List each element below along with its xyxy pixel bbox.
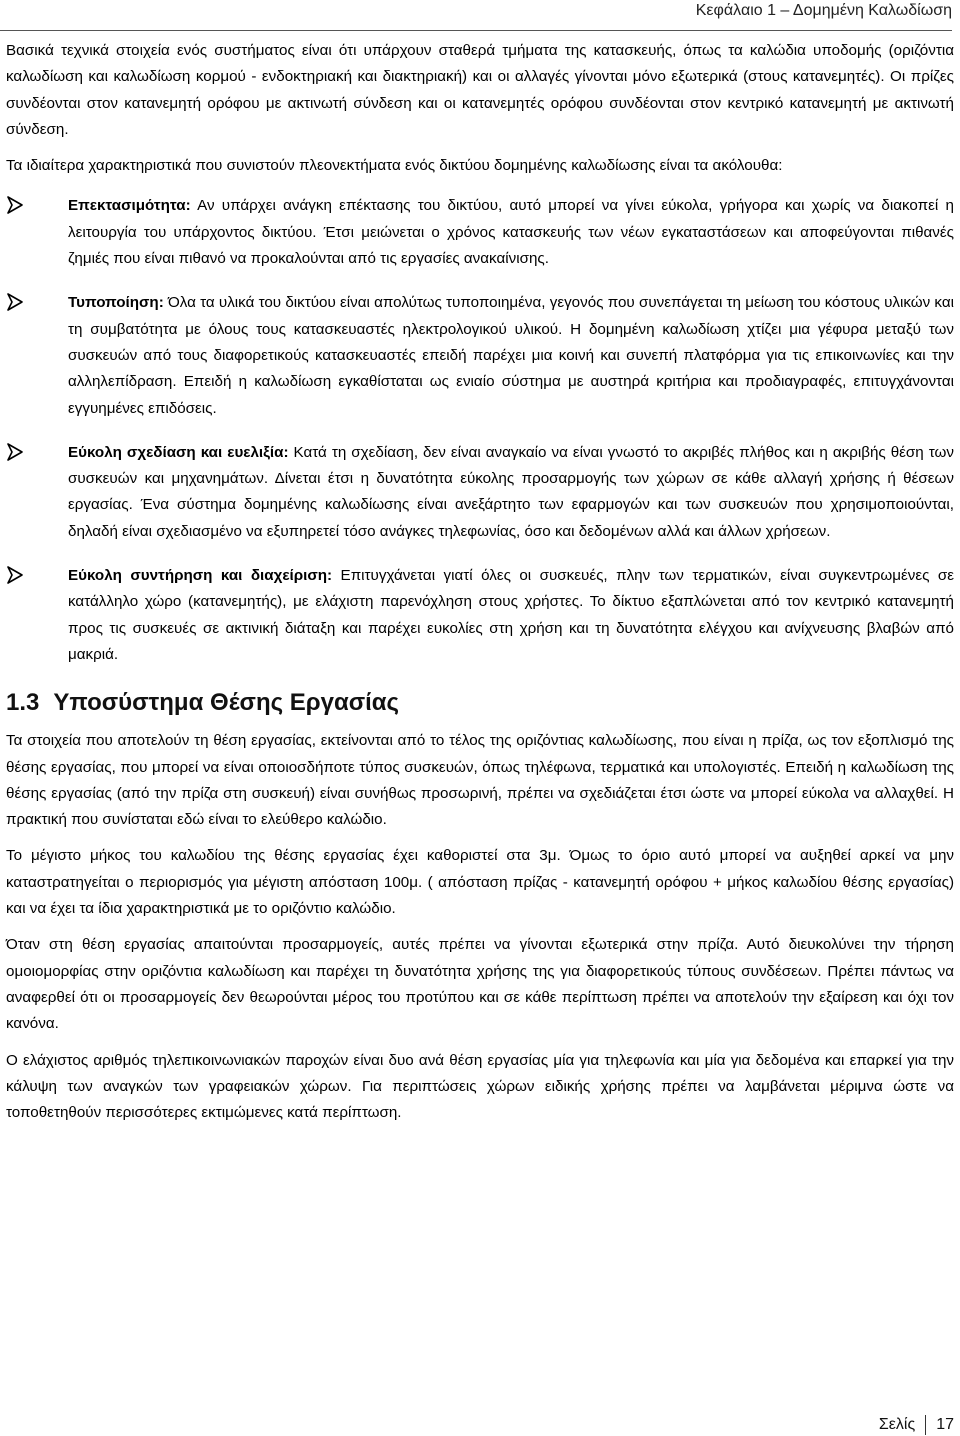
bullet-term: Εύκολη σχεδίαση και ευελιξία: xyxy=(68,443,289,461)
page-number: 17 xyxy=(936,1416,954,1433)
bullet-term: Τυποποίηση: xyxy=(68,294,164,312)
intro-paragraph-2: Τα ιδιαίτερα χαρακτηριστικά που συνιστούν πλεονεκτήματα ενός δικτύου δομημένης καλωδίωσης είναι τα ακόλουθα: xyxy=(6,157,783,175)
section-paragraph: Τα στοιχεία που αποτελούν τη θέση εργασίας, εκτείνονται από το τέλος της οριζόντιας καλωδίωσης, που είναι η πρίζα, ως τον εξοπλισμό της θέσης εργασίας, που μπορεί να είναι οποιοσδήποτε τύπος συσκευών, όπως τηλέφωνα, τερματικά και υπολογιστές. Επειδή η καλωδίωση της θέσης εργασίας (από την πρίζα στη συσκευή) είναι συνήθως προσωρινή, πρέπει να σχεδιάζεται έτσι ώστε να μπορεί εύκολα να αλλαχθεί. Η πρακτική που συνίσταται εδώ είναι το ελεύθερο καλώδιο. xyxy=(6,732,954,829)
intro-paragraph-1: Βασικά τεχνικά στοιχεία ενός συστήματος είναι ότι υπάρχουν σταθερά τμήματα της κατασκευής, όπως τα καλώδια υποδομής (οριζόντια καλωδίωση και καλωδίωση κορμού - ενδοκτηριακή και διακτηριακή) και οι αλλαγές γίνονται μόνο εξωτερικά (στους κατανεμητές). Οι πρίζες συνδέονται στον κατανεμητή ορόφου με ακτινωτή σύνδεση και οι κατανεμητές ορόφου συνδέονται στον κεντρικό κατανεμητή με ακτινωτή σύνδεση. xyxy=(6,42,954,138)
bullet-text: Αν υπάρχει ανάγκη επέκτασης του δικτύου, αυτό μπορεί να γίνει εύκολα, γρήγορα και χωρίς να διακοπεί η λειτουργία του υπάρχοντος δικτύου. Έτσι μειώνεται ο χρόνος κατασκευής των νέων εγκαταστάσεων και αποφεύγονται πιθανές ζημιές που είναι πιθανό να προκαλούνται από τις εργασίες ανακαίνισης. xyxy=(68,197,954,268)
page-label: Σελίς xyxy=(878,1416,916,1433)
footer-divider xyxy=(925,1415,926,1435)
arrow-bullet-icon xyxy=(6,566,24,584)
section-heading xyxy=(6,686,954,720)
chapter-title: Κεφάλαιο 1 – Δομημένη Καλωδίωση xyxy=(695,2,952,19)
page-header xyxy=(0,0,952,31)
bullet-text: Κατά τη σχεδίαση, δεν είναι αναγκαίο να είναι γνωστό το ακριβές πλήθος και η ακριβής θέση των συσκευών και μηχανημάτων. Δίνεται έτσι η δυνατότητα εύκολης προσαρμογής των χώρων σε κάθε αλλαγή χρήσης ή θέσεων εργασίας. Ένα σύστημα δομημένης καλωδίωσης είναι ανεξάρτητο των εφαρμογών και των συσκευών που χρησιμοποιούνται, δηλαδή είναι σχεδιασμένο να εξυπηρετεί τόσο ανάγκες τηλεφωνίας, όσο και δεδομένων αλλά και άλλων χρήσεων. xyxy=(68,443,954,540)
list-item xyxy=(6,440,954,545)
list-item xyxy=(6,290,954,421)
bullet-text: Όλα τα υλικά του δικτύου είναι απολύτως τυποποιημένα, γεγονός που συνεπάγεται τη μείωση του κόστους υλικών και τη συμβατότητα με όλους τους κατασκευαστές ηλεκτρολογικού υλικού. Η δομημένη καλωδίωση χτίζει μια γέφυρα μεταξύ των συσκευών από τους διαφορετικούς κατασκευαστές επειδή παρέχει μια κοινή και συνεπή πλατφόρμα για τις επικοινωνίες και την αλληλεπίδραση. Επειδή η καλωδίωση εγκαθίσταται ως ενιαίο σύστημα με αυστηρά κριτήρια και προδιαγραφές, επιτυγχάνονται εγγυημένες επιδόσεις. xyxy=(68,294,954,417)
arrow-bullet-icon xyxy=(6,293,24,311)
page-footer xyxy=(879,1414,954,1436)
arrow-bullet-icon xyxy=(6,443,24,461)
advantages-list xyxy=(6,193,954,668)
bullet-term: Επεκτασιμότητα: xyxy=(68,197,191,215)
page-content xyxy=(6,38,954,1136)
section-title: Υποσύστημα Θέσης Εργασίας xyxy=(53,689,400,717)
section-paragraph: Όταν στη θέση εργασίας απαιτούνται προσαρμογείς, αυτές πρέπει να γίνονται εξωτερικά στην πρίζα. Αυτό διευκολύνει την τήρηση ομοιομορφίας στην οριζόντια καλωδίωση και παρέχει τη δυνατότητα χρήσης της για διαφορετικούς τύπους συνδέσεων. Πρέπει πάντως να αναφερθεί ότι οι προσαρμογείς δεν θεωρούνται μέρος του προτύπου και σε κάθε περίπτωση πρέπει να αποτελούν την εξαίρεση και όχι τον κανόνα. xyxy=(6,936,954,1033)
list-item xyxy=(6,193,954,272)
bullet-term: Εύκολη συντήρηση και διαχείριση: xyxy=(68,567,333,585)
arrow-bullet-icon xyxy=(6,196,24,214)
section-number: 1.3 xyxy=(6,689,40,717)
list-item xyxy=(6,563,954,668)
bullet-text: Επιτυγχάνεται γιατί όλες οι συσκευές, πλην των τερματικών, είναι συγκεντρωμένες σε κατάλληλο χώρο (κατανεμητής), με ελάχιστη παρενόχληση στους χρήστες. Το δίκτυο εξαπλώνεται από τον κεντρικό κατανεμητή προς τις συσκευές σε ακτινική διάταξη και παρέχει ευκολίες στη χρήση και τη δυνατότητα ελέγχου και ανίχνευσης βλαβών από μακριά. xyxy=(68,567,954,663)
section-paragraph: Ο ελάχιστος αριθμός τηλεπικοινωνιακών παροχών είναι δυο ανά θέση εργασίας μία για τηλεφωνία και μία για δεδομένα και επαρκεί για την κάλυψη των αναγκών των γραφειακών χώρων. Για περιπτώσεις χώρων ειδικής χρήσης πρέπει να λαμβάνεται μέριμνα ώστε να τοποθετηθούν περισσότερες εκτιμώμενες κατά περίπτωση. xyxy=(6,1051,954,1122)
section-paragraph: Το μέγιστο μήκος του καλωδίου της θέσης εργασίας έχει καθοριστεί στα 3μ. Όμως το όριο αυτό μπορεί να αυξηθεί αρκεί να μην καταστρατηγείται ο περιορισμός για μέγιστη απόσταση 100μ. ( απόσταση πρίζας - κατανεμητή ορόφου + μήκος καλωδίου θέσης εργασίας) και να έχει τα ίδια χαρακτηριστικά με το οριζόντιο καλώδιο. xyxy=(6,847,954,918)
